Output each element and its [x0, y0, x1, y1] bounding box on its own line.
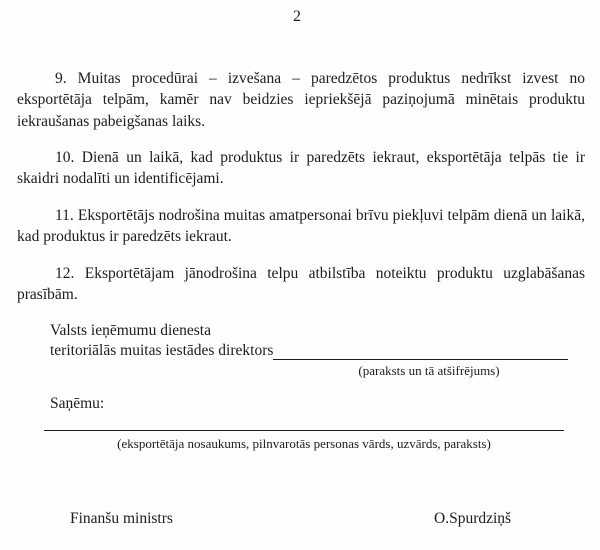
received-label: Saņēmu:: [50, 395, 105, 412]
paragraph-9: 9. Muitas procedūrai – izvešana – paredzētos produktus nedrīkst izvest no eksportētāja telpām, kamēr nav beidzies iepriekšējā paziņojumā minētais produktu iekraušanas pabeigšanas laiks.: [17, 69, 585, 130]
paragraph-10: 10. Dienā un laikā, kad produktus ir paredzēts iekraut, eksportētāja telpās tie ir skaidri nodalīti un identificējami.: [17, 148, 585, 187]
page-number: 2: [293, 8, 301, 25]
minister-title: Finanšu ministrs: [70, 510, 173, 527]
director-signature-caption: (paraksts un tā atšifrējums): [358, 363, 500, 378]
paragraph-11: 11. Eksportētājs nodrošina muitas amatpersonai brīvu piekļuvi telpām dienā un laikā, kad produktus ir paredzēts iekraut.: [17, 206, 585, 245]
minister-name: O.Spurdziņš: [434, 510, 512, 527]
director-title-line2: teritoriālās muitas iestādes direktors: [50, 342, 274, 359]
director-signature-row: [50, 339, 568, 360]
paragraph-12: 12. Eksportētājam jānodrošina telpu atbilstība noteiktu produktu uzglabāšanas prasībām.: [17, 264, 585, 303]
director-signature-line: [273, 339, 568, 360]
director-title-line1: Valsts ieņēmumu dienesta: [50, 322, 211, 339]
received-signature-caption: (eksportētāja nosaukums, pilnvarotās personas vārds, uzvārds, paraksts): [117, 436, 491, 451]
received-signature-line: [44, 412, 564, 431]
